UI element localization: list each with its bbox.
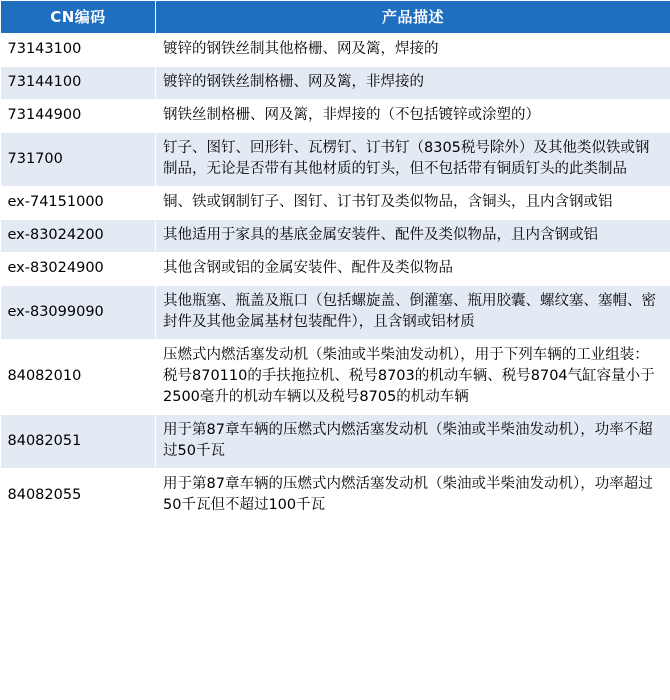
cell-product-description: 铜、铁或钢制钉子、图钉、订书钉及类似物品，含铜头，且内含钢或铝 xyxy=(156,187,670,220)
table-row xyxy=(1,286,670,340)
table-row xyxy=(1,67,670,100)
cell-product-description: 其他含钢或铝的金属安装件、配件及类似物品 xyxy=(156,253,670,286)
table-body xyxy=(1,34,670,523)
column-header-code: CN编码 xyxy=(1,1,156,34)
table-row xyxy=(1,469,670,523)
cell-product-description: 钢铁丝制格栅、网及篱，非焊接的（不包括镀锌或涂塑的） xyxy=(156,100,670,133)
cell-cn-code: 731700 xyxy=(1,133,156,187)
cell-cn-code: 84082055 xyxy=(1,469,156,523)
cell-product-description: 其他瓶塞、瓶盖及瓶口（包括螺旋盖、倒灌塞、瓶用胶囊、螺纹塞、塞帽、密封件及其他金属基材包装配件），且含钢或铝材质 xyxy=(156,286,670,340)
table-row xyxy=(1,133,670,187)
cell-cn-code: ex-74151000 xyxy=(1,187,156,220)
cell-product-description: 用于第87章车辆的压燃式内燃活塞发动机（柴油或半柴油发动机），功率不超过50千瓦 xyxy=(156,415,670,469)
cell-product-description: 镀锌的钢铁丝制其他格栅、网及篱，焊接的 xyxy=(156,34,670,67)
cell-cn-code: 73144900 xyxy=(1,100,156,133)
table-header xyxy=(1,1,670,34)
table-row xyxy=(1,100,670,133)
cell-product-description: 压燃式内燃活塞发动机（柴油或半柴油发动机），用于下列车辆的工业组装：税号870110的手扶拖拉机、税号8703的机动车辆、税号8704气缸容量小于2500毫升的机动车辆以及税号8705的机动车辆 xyxy=(156,340,670,415)
cell-product-description: 镀锌的钢铁丝制格栅、网及篱，非焊接的 xyxy=(156,67,670,100)
cell-cn-code: 84082051 xyxy=(1,415,156,469)
table-row xyxy=(1,220,670,253)
cell-cn-code: 84082010 xyxy=(1,340,156,415)
cell-product-description: 钉子、图钉、回形针、瓦楞钉、订书钉（8305税号除外）及其他类似铁或钢制品，无论是否带有其他材质的钉头，但不包括带有铜质钉头的此类制品 xyxy=(156,133,670,187)
table-header-row xyxy=(1,1,670,34)
column-header-description: 产品描述 xyxy=(156,1,670,34)
table-row xyxy=(1,34,670,67)
table-row xyxy=(1,253,670,286)
cell-cn-code: ex-83099090 xyxy=(1,286,156,340)
cell-cn-code: 73144100 xyxy=(1,67,156,100)
table-row xyxy=(1,340,670,415)
cell-product-description: 其他适用于家具的基底金属安装件、配件及类似物品，且内含钢或铝 xyxy=(156,220,670,253)
cell-product-description: 用于第87章车辆的压燃式内燃活塞发动机（柴油或半柴油发动机），功率超过50千瓦但不超过100千瓦 xyxy=(156,469,670,523)
cell-cn-code: 73143100 xyxy=(1,34,156,67)
cell-cn-code: ex-83024200 xyxy=(1,220,156,253)
table-row xyxy=(1,415,670,469)
cell-cn-code: ex-83024900 xyxy=(1,253,156,286)
table-row xyxy=(1,187,670,220)
